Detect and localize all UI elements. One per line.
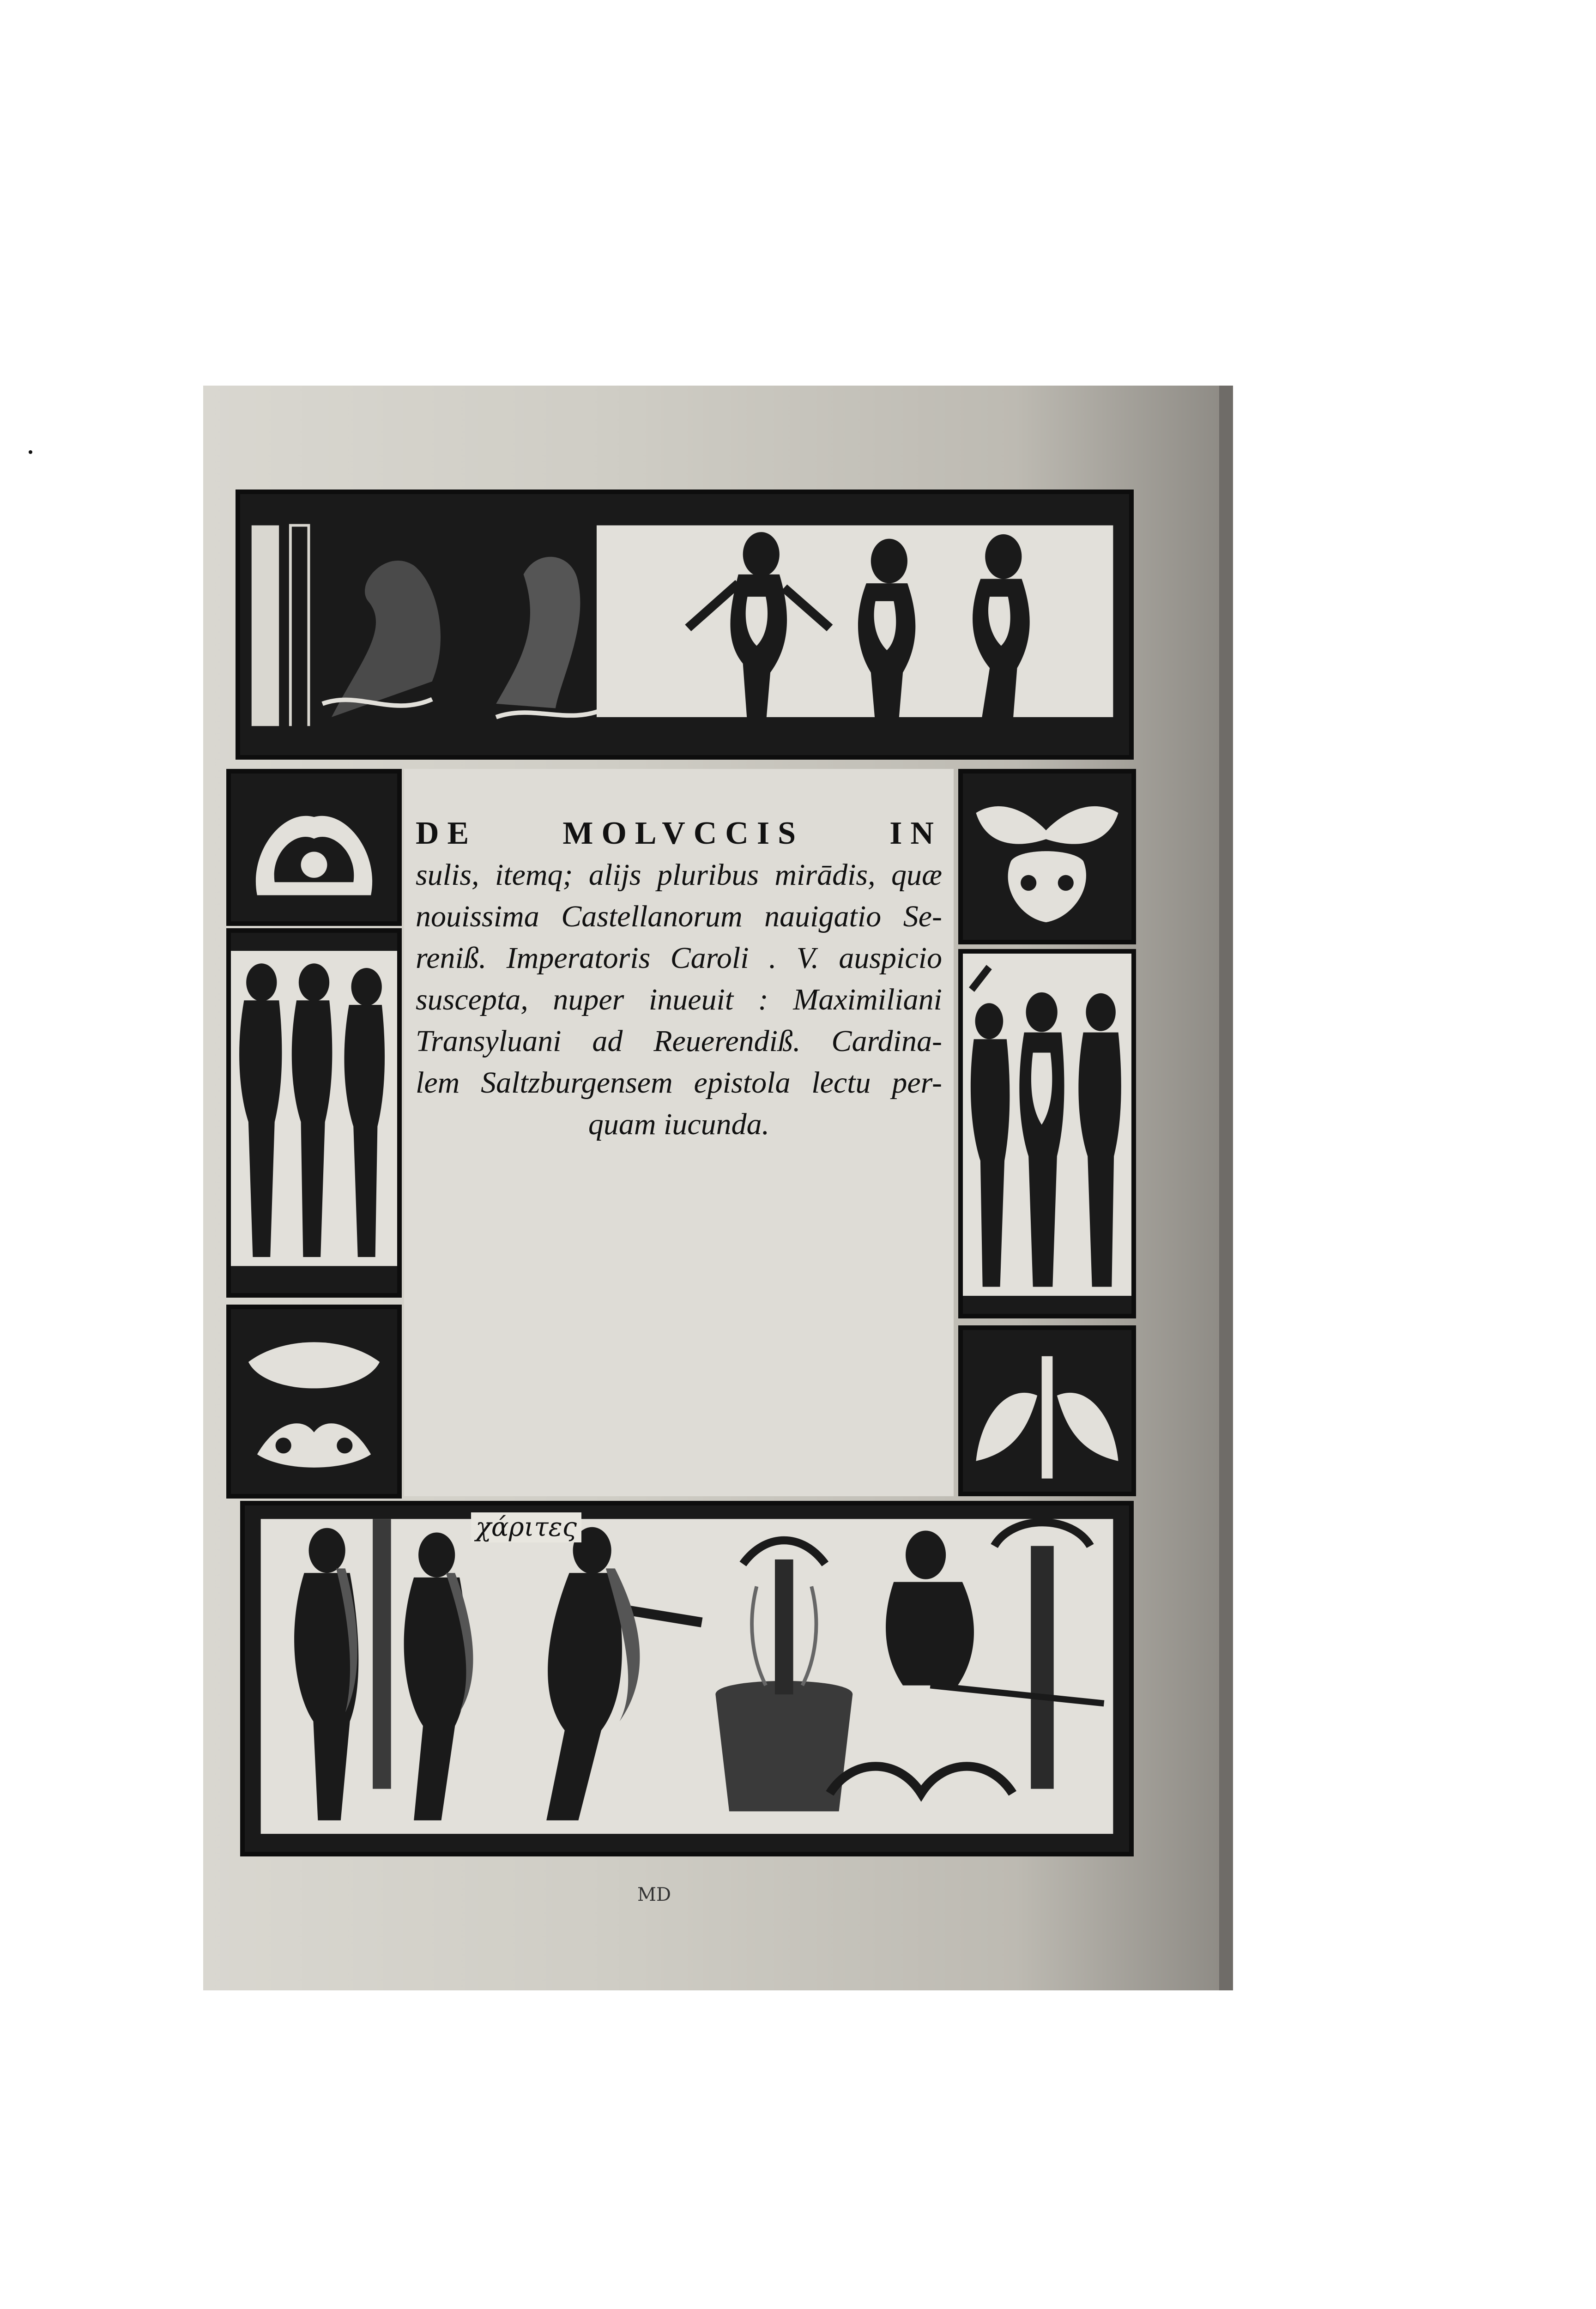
greek-caption: χάριτες <box>471 1512 581 1542</box>
title-line-1: sulis, itemq; alijs pluribus mirādis, quæ <box>416 858 942 892</box>
woodcut-left-ornament-top <box>226 769 402 926</box>
title-line-4: suscepta, nuper inueuit : Maximiliani <box>416 983 942 1016</box>
three-figures-illustration <box>963 954 1131 1314</box>
mask-ornament-icon <box>963 774 1131 940</box>
ink-speck <box>29 450 32 454</box>
title-heading: DE MOLVCCIS IN <box>416 816 942 851</box>
graces-fountain-illustration <box>245 1505 1129 1852</box>
woodcut-right-figures <box>958 949 1136 1318</box>
title-line-2: nouissima Castellanorum nauigatio Se- <box>416 900 942 933</box>
woodcut-left-figures <box>226 928 402 1298</box>
title-line-5: Transyluani ad Reuerendiß. Cardina- <box>416 1024 942 1058</box>
foliage-ornament-icon <box>231 1309 397 1494</box>
foliage-ornament-icon <box>231 774 397 921</box>
woodcut-right-ornament-top <box>958 769 1136 944</box>
title-line-7: quam iucunda. <box>588 1107 770 1141</box>
woodcut-right-ornament-bottom <box>958 1325 1136 1496</box>
title-text <box>416 813 942 1145</box>
title-line-3: reniß. Imperatoris Caroli . V. auspicio <box>416 941 942 975</box>
woodcut-top-panel <box>236 490 1134 760</box>
three-figures-illustration <box>231 933 397 1293</box>
woodcut-top-illustration <box>240 494 1129 755</box>
woodcut-left-ornament-bottom <box>226 1305 402 1499</box>
woodcut-bottom-panel <box>240 1501 1134 1856</box>
imprint-mark: MD <box>637 1884 671 1905</box>
birds-ornament-icon <box>963 1330 1131 1492</box>
title-line-6: lem Saltzburgensem epistola lectu per- <box>416 1066 942 1100</box>
